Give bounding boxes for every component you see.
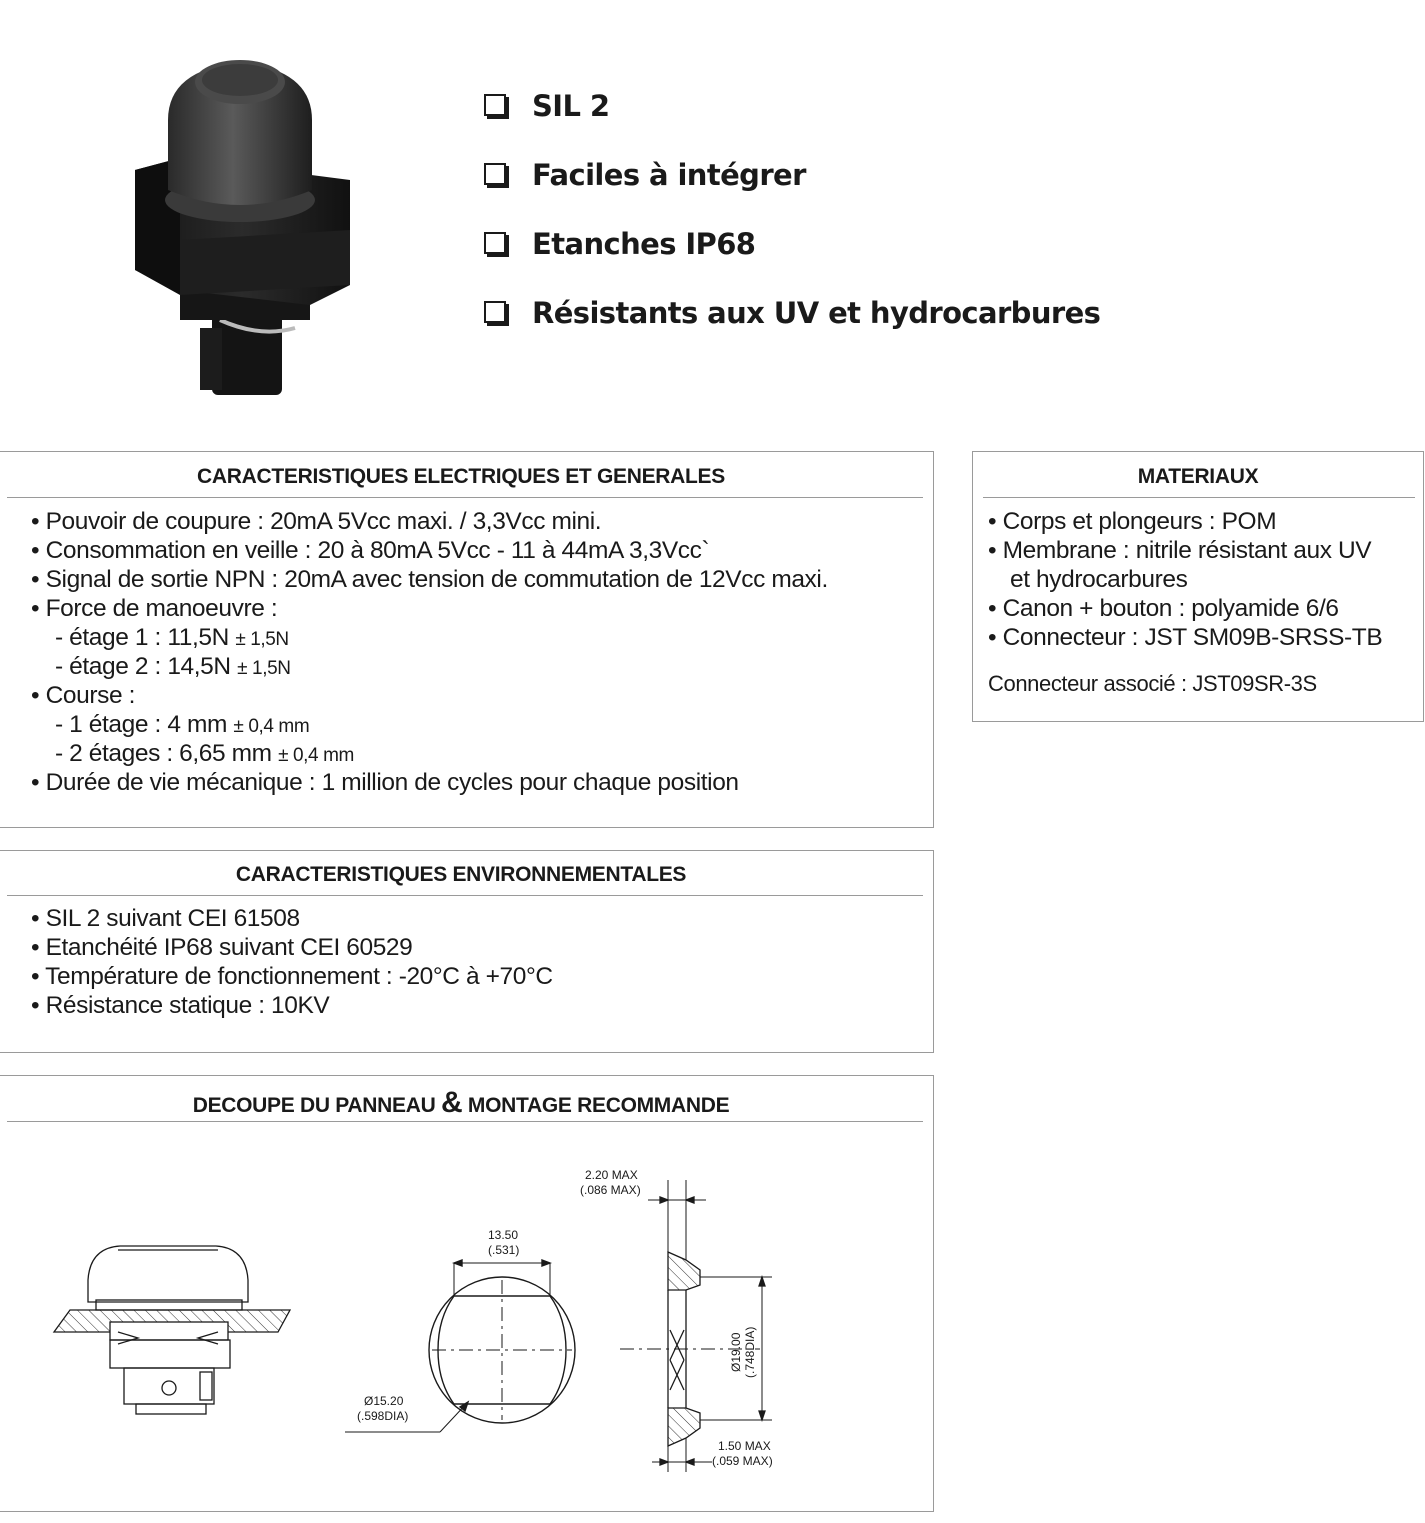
spec-line xyxy=(55,740,354,770)
product-photo xyxy=(120,50,370,410)
materials-title: MATERIAUX xyxy=(1137,465,1259,488)
spec-line: • SIL 2 suivant CEI 61508 xyxy=(31,905,300,932)
tolerance: ± 1,5N xyxy=(237,658,291,679)
feature-label: SIL 2 xyxy=(532,89,610,123)
spec-line: et hydrocarbures xyxy=(1010,566,1188,593)
dim-dia-in: (.598DIA) xyxy=(357,1409,409,1423)
side-view xyxy=(54,1246,290,1414)
dim-top-in: (.086 MAX) xyxy=(580,1183,641,1197)
mounting-drawing xyxy=(0,1120,934,1510)
feature-item xyxy=(484,89,609,123)
feature-item xyxy=(484,158,806,192)
spec-line: • Membrane : nitrile résistant aux UV xyxy=(988,537,1372,564)
tolerance: ± 0,4 mm xyxy=(278,745,354,766)
spec-line: • Corps et plongeurs : POM xyxy=(988,508,1277,535)
checkbox-icon xyxy=(484,94,506,116)
spec-value: - étage 2 : 14,5N xyxy=(55,653,231,680)
spec-line: • Résistance statique : 10KV xyxy=(31,992,330,1019)
electrical-title: CARACTERISTIQUES ELECTRIQUES ET GENERALES xyxy=(197,465,725,488)
connector-note: Connecteur associé : JST09SR-3S xyxy=(988,671,1317,696)
materials-box xyxy=(972,451,1424,722)
spec-line: • Force de manoeuvre : xyxy=(31,595,278,622)
panel-title-a: DECOUPE DU PANNEAU xyxy=(192,1094,436,1117)
dim-width-in: (.531) xyxy=(488,1243,520,1257)
spec-value: - 2 étages : 6,65 mm xyxy=(55,740,272,767)
divider xyxy=(7,895,923,896)
spec-line: • Température de fonctionnement : -20°C à +70°C xyxy=(31,963,553,990)
spec-value: - étage 1 : 11,5N xyxy=(55,624,229,651)
dim-width-mm: 13.50 xyxy=(488,1228,519,1242)
spec-line: • Durée de vie mécanique : 1 million de cycles pour chaque position xyxy=(31,769,739,796)
feature-label: Etanches IP68 xyxy=(532,227,756,261)
dim-height-in: (.748DIA) xyxy=(743,1326,757,1378)
feature-item xyxy=(484,227,755,261)
divider xyxy=(983,497,1415,498)
dim-bottom-in: (.059 MAX) xyxy=(712,1454,773,1468)
feature-item xyxy=(484,296,1100,330)
spec-line: • Etanchéité IP68 suivant CEI 60529 xyxy=(31,934,413,961)
environment-box xyxy=(0,850,934,1053)
spec-line: • Consommation en veille : 20 à 80mA 5Vcc - 11 à 44mA 3,3Vcc` xyxy=(31,537,710,564)
panel-title xyxy=(0,1086,923,1120)
dim-top-mm: 2.20 MAX xyxy=(585,1168,638,1182)
spec-value: - 1 étage : 4 mm xyxy=(55,711,227,738)
spec-line: • Connecteur : JST SM09B-SRSS-TB xyxy=(988,624,1383,651)
dim-height-mm: Ø19.00 xyxy=(729,1332,743,1372)
dim-bottom-mm: 1.50 MAX xyxy=(718,1439,771,1453)
feature-label: Faciles à intégrer xyxy=(532,158,806,192)
spec-line: • Signal de sortie NPN : 20mA avec tension de commutation de 12Vcc maxi. xyxy=(31,566,828,593)
checkbox-icon xyxy=(484,301,506,323)
panel-title-b: MONTAGE RECOMMANDE xyxy=(467,1094,730,1117)
spec-line: • Pouvoir de coupure : 20mA 5Vcc maxi. / 3,3Vcc mini. xyxy=(31,508,602,535)
spec-line xyxy=(55,711,309,741)
electrical-box xyxy=(0,451,934,828)
panel-title-amp: & xyxy=(441,1086,463,1119)
section-view xyxy=(620,1180,772,1472)
tolerance: ± 1,5N xyxy=(235,629,289,650)
dim-dia-mm: Ø15.20 xyxy=(364,1394,404,1408)
checkbox-icon xyxy=(484,163,506,185)
feature-label: Résistants aux UV et hydrocarbures xyxy=(532,296,1101,330)
environment-title: CARACTERISTIQUES ENVIRONNEMENTALES xyxy=(235,863,687,886)
spec-line xyxy=(55,653,291,683)
spec-line xyxy=(55,624,289,654)
tolerance: ± 0,4 mm xyxy=(233,716,310,737)
spec-line: • Canon + bouton : polyamide 6/6 xyxy=(988,595,1339,622)
divider xyxy=(7,497,923,498)
spec-line: • Course : xyxy=(31,682,135,709)
checkbox-icon xyxy=(484,232,506,254)
